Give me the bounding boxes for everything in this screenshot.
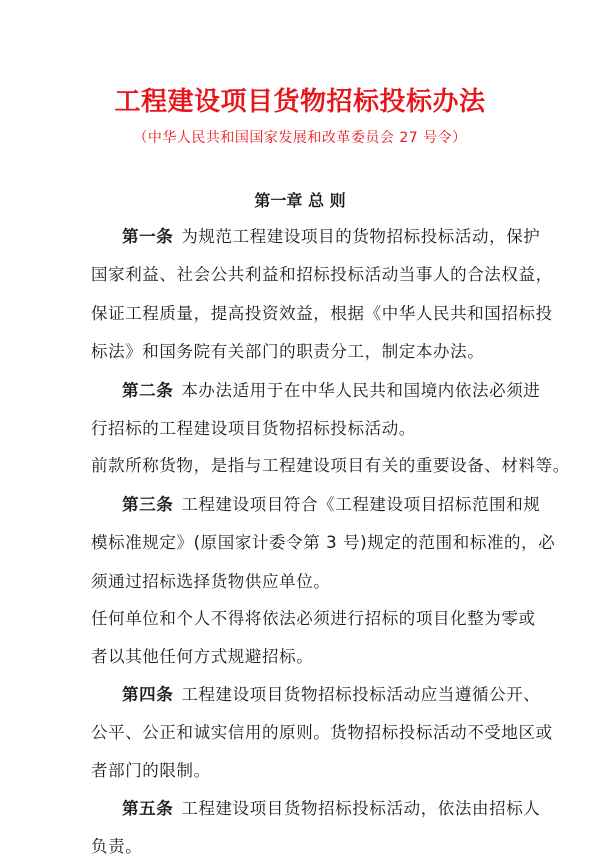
article-label: 第四条 [122, 685, 174, 704]
article-label: 第一条 [122, 227, 174, 246]
article-3-line-4: 任何单位和个人不得将依法必须进行招标的项目化整为零或 [91, 609, 536, 628]
article-1-line-3: 保证工程质量，提高投资效益，根据《中华人民共和国招标投 [91, 304, 553, 323]
document-title: 工程建设项目货物招标投标办法 [114, 87, 486, 117]
article-3-line-1: 第三条 工程建设项目符合《工程建设项目招标范围和规 [122, 495, 541, 514]
article-3-line-5: 者以其他任何方式规避招标。 [91, 647, 314, 666]
article-3-line-3: 须通过招标选择货物供应单位。 [91, 572, 331, 591]
article-4-line-1: 第四条 工程建设项目货物招标投标活动应当遵循公开、 [122, 685, 541, 704]
article-5-line-2: 负责。 [91, 837, 143, 856]
article-4-line-2: 公平、公正和诚实信用的原则。货物招标投标活动不受地区或 [91, 723, 553, 742]
article-1-line-2: 国家利益、社会公共利益和招标投标活动当事人的合法权益， [91, 265, 553, 284]
article-5-line-1: 第五条 工程建设项目货物招标投标活动，依法由招标人 [122, 799, 541, 818]
article-2-line-2: 行招标的工程建设项目货物招标投标活动。 [91, 419, 416, 438]
article-label: 第三条 [122, 495, 174, 514]
document-subtitle: （中华人民共和国国家发展和改革委员会 27 号令） [133, 130, 467, 146]
article-1-line-1: 第一条 为规范工程建设项目的货物招标投标活动，保护 [122, 227, 541, 246]
article-label: 第五条 [122, 799, 174, 818]
article-label: 第二条 [122, 381, 174, 400]
article-2-line-3: 前款所称货物，是指与工程建设项目有关的重要设备、材料等。 [91, 456, 570, 475]
chapter-heading: 第一章 总 则 [254, 191, 346, 210]
article-3-line-2: 模标准规定》(原国家计委令第 3 号)规定的范围和标准的，必 [91, 533, 556, 552]
article-4-line-3: 者部门的限制。 [91, 761, 211, 780]
article-2-line-1: 第二条 本办法适用于在中华人民共和国境内依法必须进 [122, 381, 541, 400]
article-1-line-4: 标法》和国务院有关部门的职责分工，制定本办法。 [91, 342, 485, 361]
